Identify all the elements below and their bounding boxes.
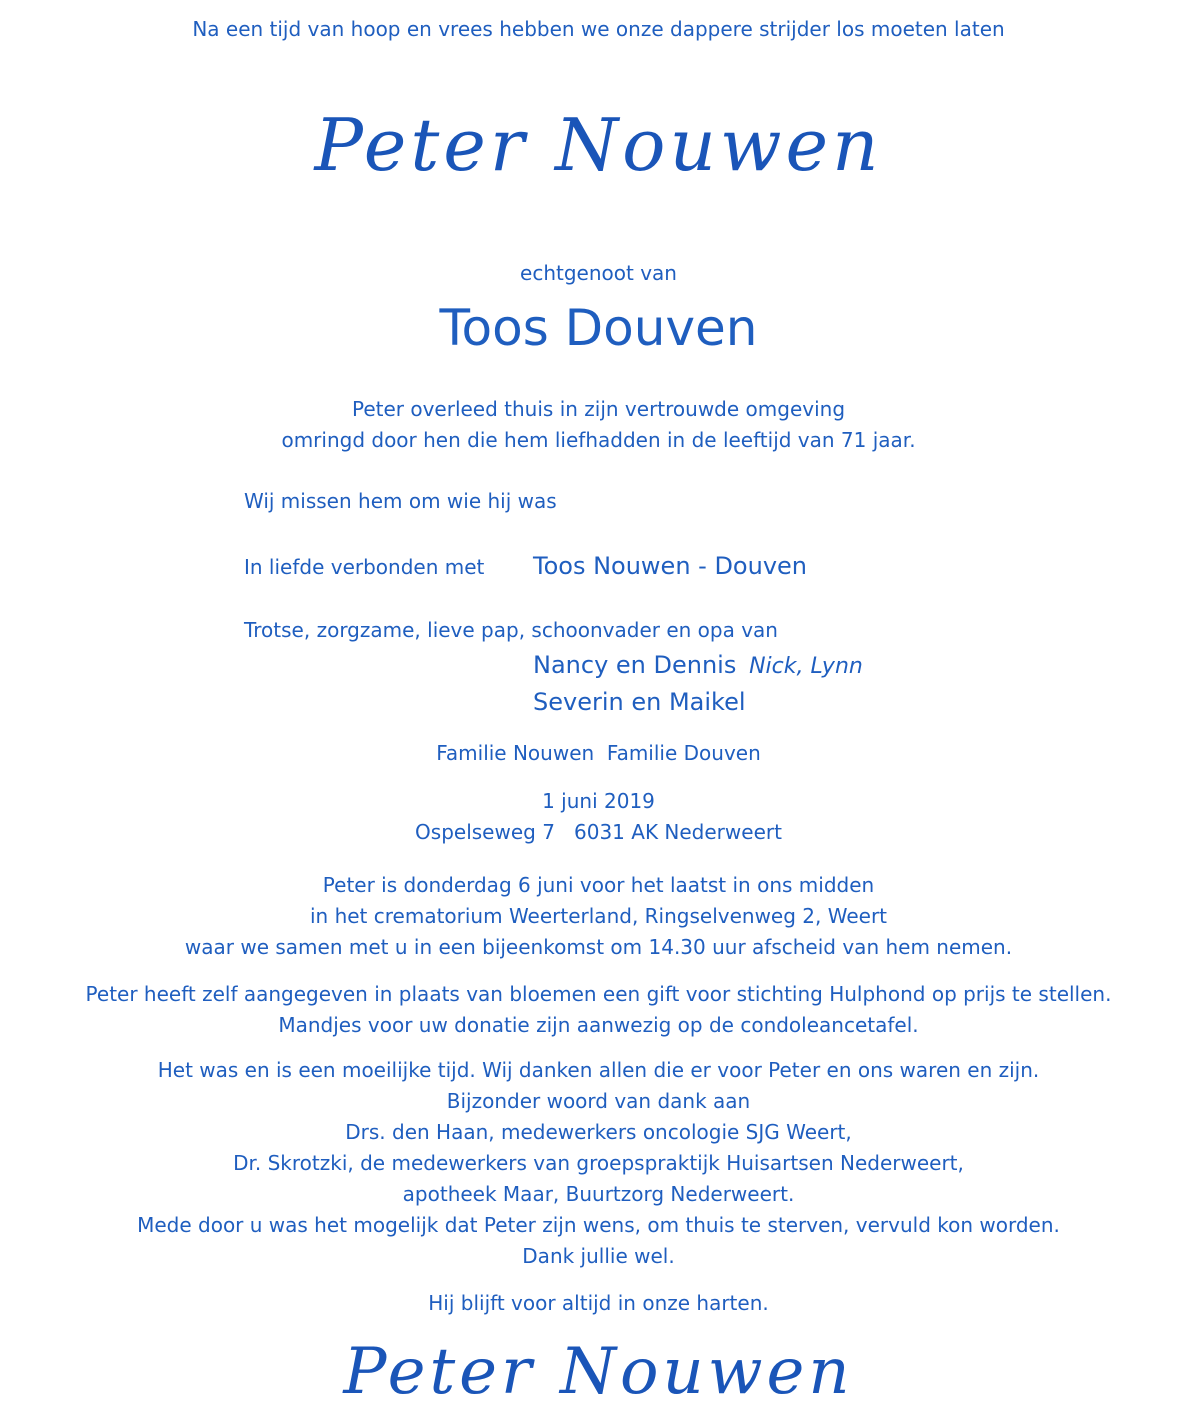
thanks-line3: Drs. den Haan, medewerkers oncologie SJG Weert,	[345, 1120, 852, 1144]
spouse-name: Toos Douven	[439, 299, 758, 357]
spouse-intro: echtgenoot van	[520, 261, 677, 285]
name-signature-bottom: Peter Nouwen	[343, 1335, 854, 1409]
thanks-line6: Mede door u was het mogelijk dat Peter zijn wens, om thuis te sterven, vervuld kon worden.	[137, 1213, 1060, 1237]
child2-names: Severin en Maikel	[533, 688, 746, 716]
family-intro: Trotse, zorgzame, lieve pap, schoonvader en opa van	[244, 618, 778, 642]
extended-family: Familie Nouwen Familie Douven	[436, 741, 761, 765]
bonded-label: In liefde verbonden met	[244, 555, 485, 579]
child1-grandchildren: Nick, Lynn	[749, 654, 863, 679]
donation-line2: Mandjes voor uw donatie zijn aanwezig op de condoleancetafel.	[278, 1013, 919, 1037]
ceremony-line2: in het crematorium Weerterland, Ringselvenweg 2, Weert	[309, 904, 888, 928]
thanks-line7: Dank jullie wel.	[522, 1244, 675, 1268]
address-date: 1 juni 2019	[542, 789, 655, 813]
ceremony-line1: Peter is donderdag 6 juni voor het laatst in ons midden	[322, 873, 875, 897]
miss-text: Wij missen hem om wie hij was	[244, 489, 557, 513]
death-notice-line1: Peter overleed thuis in zijn vertrouwde omgeving	[351, 397, 846, 421]
child1-names: Nancy en Dennis	[533, 651, 737, 679]
address-street: Ospelseweg 7 6031 AK Nederweert	[415, 820, 782, 844]
intro-text: Na een tijd van hoop en vrees hebben we onze dappere strijder los moeten laten	[192, 17, 1005, 41]
ceremony-line3: waar we samen met u in een bijeenkomst om 14.30 uur afscheid van hem nemen.	[184, 935, 1013, 959]
donation-line1: Peter heeft zelf aangegeven in plaats van bloemen een gift voor stichting Hulphond op prijs te stellen.	[85, 982, 1112, 1006]
thanks-line5: apotheek Maar, Buurtzorg Nederweert.	[402, 1182, 795, 1206]
name-signature-top: Peter Nouwen	[314, 103, 883, 187]
thanks-line1: Het was en is een moeilijke tijd. Wij danken allen die er voor Peter en ons waren en zijn.	[157, 1058, 1040, 1082]
bonded-name: Toos Nouwen - Douven	[533, 552, 808, 580]
thanks-line4: Dr. Skrotzki, de medewerkers van groepspraktijk Huisartsen Nederweert,	[233, 1151, 964, 1175]
child1-row	[533, 649, 863, 682]
closing-text: Hij blijft voor altijd in onze harten.	[428, 1291, 769, 1315]
death-notice-line2: omringd door hen die hem liefhadden in de leeftijd van 71 jaar.	[281, 428, 916, 452]
thanks-line2: Bijzonder woord van dank aan	[446, 1089, 751, 1113]
